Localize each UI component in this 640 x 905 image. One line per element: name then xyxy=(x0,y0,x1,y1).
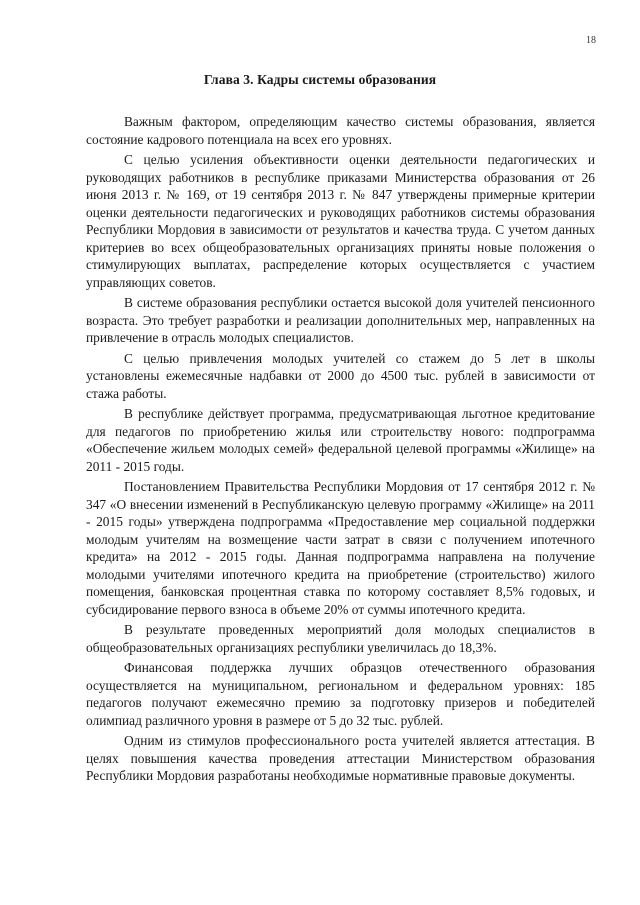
paragraph: Финансовая поддержка лучших образцов отечественного образования осуществляется на муниципальном, региональном и федеральном уровнях: 185 педагогов получают ежемесячно премию за подготовку призеров и победителей олимпиад различного уровня в размере от 5 до 32 тыс. рублей. xyxy=(86,660,595,728)
paragraph: Постановлением Правительства Республики Мордовия от 17 сентября 2012 г. № 347 «О внесении изменений в Республиканскую целевую программу «Жилище» на 2011 - 2015 годы» утверждена подпрограмма «Предоставление мер социальной поддержки молодым учителям на возмещение части затрат в связи с получением ипотечного кредита» на 2012 - 2015 годы. Данная подпрограмма направлена на получение молодыми учителями ипотечного кредита на приобретение (строительство) жилого помещения, банковская процентная ставка по которому составляет 8,5% годовых, и субсидирование первого взноса в объеме 20% от суммы ипотечного кредита. xyxy=(86,479,595,617)
page-number: 18 xyxy=(586,35,596,46)
paragraph: С целью привлечения молодых учителей со стажем до 5 лет в школы установлены ежемесячные надбавки от 2000 до 4500 тыс. рублей в зависимости от стажа работы. xyxy=(86,350,595,401)
paragraph: С целью усиления объективности оценки деятельности педагогических и руководящих работников в республике приказами Министерства образования от 26 июня 2013 г. № 169, от 19 сентября 2013 г. № 847 утверждены примерные критерии оценки деятельности педагогических и руководящих работников системы образования Республики Мордовия в зависимости от результатов и качества труда. С учетом данных критериев во всех общеобразовательных организациях приняты новые положения о стимулирующих выплатах, распределение которых осуществляется с участием управляющих советов. xyxy=(86,152,595,290)
chapter-title: Глава 3. Кадры системы образования xyxy=(203,72,437,87)
paragraph: Важным фактором, определяющим качество системы образования, является состояние кадрового потенциала на всех его уровнях. xyxy=(86,114,595,147)
paragraph: В республике действует программа, предусматривающая льготное кредитование для педагогов по приобретению жилья или строительству нового: подпрограмма «Обеспечение жильем молодых семей» федеральной целевой программы «Жилище» на 2011 - 2015 годы. xyxy=(86,406,595,474)
body-text xyxy=(86,113,595,788)
paragraph: В системе образования республики остается высокой доля учителей пенсионного возраста. Это требует разработки и реализации дополнительных мер, направленных на привлечение в отрасль молодых специалистов. xyxy=(86,295,595,345)
paragraph: В результате проведенных мероприятий доля молодых специалистов в общеобразовательных организациях республики увеличилась до 18,3%. xyxy=(86,622,595,655)
paragraph: Одним из стимулов профессионального роста учителей является аттестация. В целях повышения качества проведения аттестации Министерством образования Республики Мордовия разработаны необходимые нормативные правовые документы. xyxy=(86,733,595,783)
